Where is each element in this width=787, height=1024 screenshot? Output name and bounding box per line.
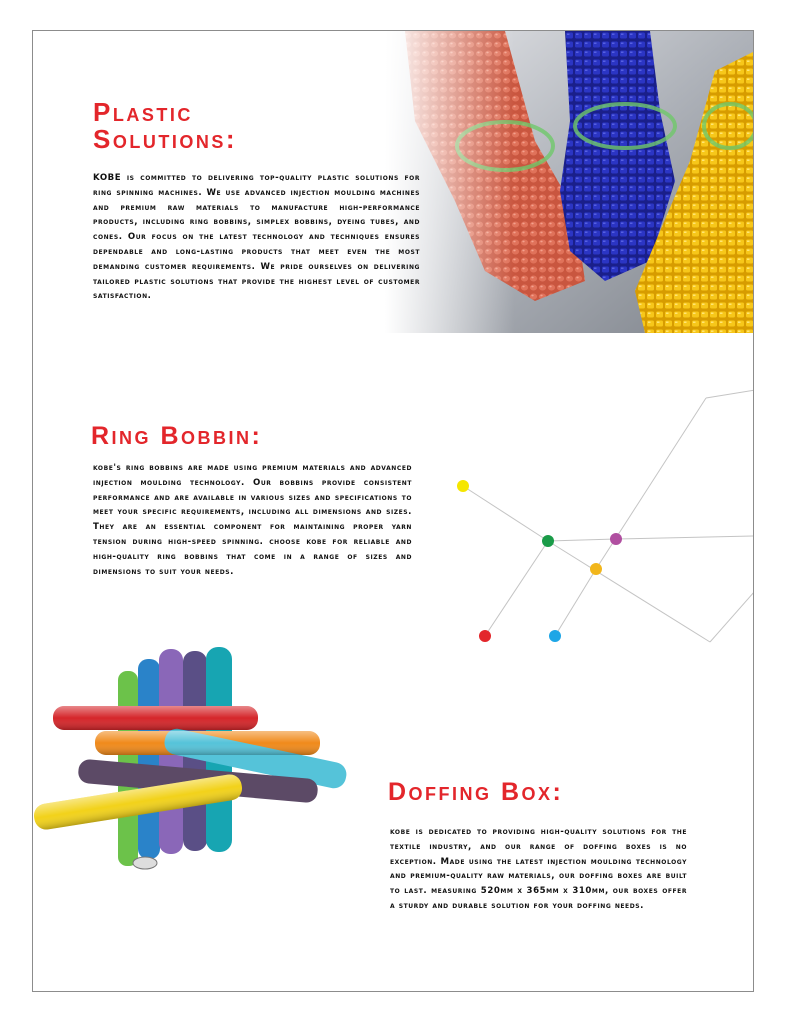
ring-bobbins-photo [33, 641, 363, 876]
network-line-graphic [448, 386, 754, 646]
node-green [542, 535, 554, 547]
plastic-granules-photo [385, 31, 754, 333]
plastic-solutions-heading [93, 99, 237, 153]
doffing-box-heading: Doffing Box: [388, 778, 564, 806]
node-magenta [610, 533, 622, 545]
plastic-solutions-body: KOBE is committed to delivering top-quality plastic solutions for ring spinning machines. We use advanced injection moulding machines and premium raw materials to manufacture high-performance products, including ring bobbins, simplex bobbins, dyeing tubes, and cones. Our focus on the latest technology and techniques ensures dependable and long-lasting products that meet even the most demanding customer requirements. We pride ourselves on delivering tailored plastic solutions that provide the highest level of customer satisfaction. [93, 173, 420, 302]
ring-bobbin-body: kobe's ring bobbins are made using premium materials and advanced injection moulding technology. Our bobbins provide consistent performance and are available in various sizes and specifications to meet your specific requirements, including all dimensions and sizes. They are an essential component for maintaining proper yarn tension during high-speed spinning. choose kobe for reliable and high-quality ring bobbins that come in a range of sizes and dimensions to suit your needs. [93, 463, 412, 577]
doffing-box-body: kobe is dedicated to providing high-quality solutions for the textile industry, and our range of doffing boxes is no exception. Made using the latest injection moulding technology and premium-quality raw materials, our doffing boxes are built to last. measuring 520mm x 365mm x 310mm, our boxes offer a sturdy and durable solution for your doffing needs. [390, 827, 687, 911]
node-yellow [457, 480, 469, 492]
plastic-solutions-heading-line2: Solutions: [93, 124, 237, 154]
ring-bobbin-heading: Ring Bobbin: [91, 422, 263, 450]
node-blue [549, 630, 561, 642]
node-orange [590, 563, 602, 575]
plastic-solutions-heading-line1: Plastic [93, 97, 193, 127]
node-red [479, 630, 491, 642]
page-frame [32, 30, 754, 992]
